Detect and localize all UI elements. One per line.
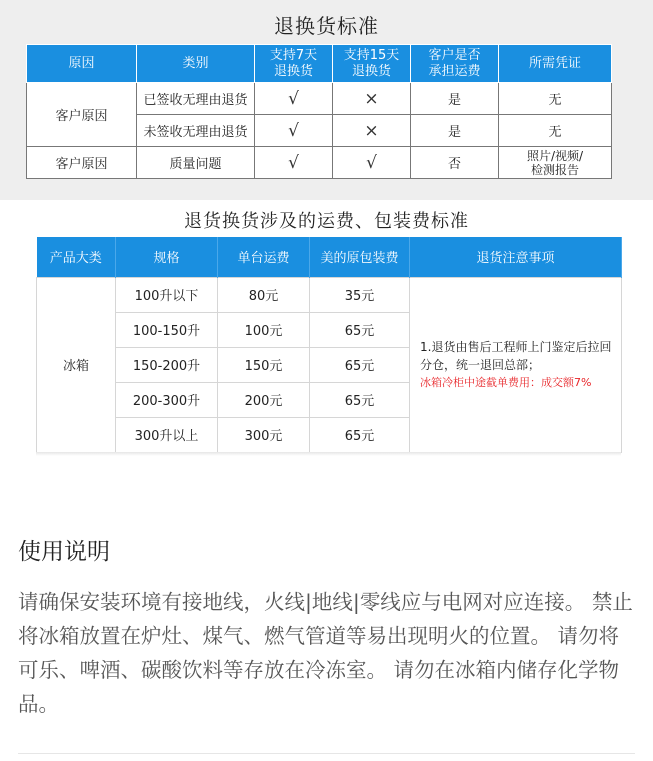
package-cell: 65元 — [310, 417, 410, 452]
header-freight: 客户是否 承担运费 — [411, 45, 499, 83]
spec-cell: 200-300升 — [116, 382, 218, 417]
instructions-title: 使用说明 — [18, 539, 110, 565]
header-15day: 支持15天 退换货 — [333, 45, 411, 83]
freight-cell: 是 — [411, 83, 499, 115]
proof-cell: 照片/视频/ 检测报告 — [499, 147, 612, 179]
spec-cell: 150-200升 — [116, 347, 218, 382]
fee-standard-title: 退货换货涉及的运费、包装费标准 — [184, 211, 469, 232]
table-row — [37, 277, 622, 312]
return-notes-text: 1.退货由售后工程师上门鉴定后拉回分仓，统一退回总部； — [420, 339, 612, 372]
header-package-fee: 美的原包装费 — [310, 237, 410, 277]
freight-cell: 否 — [411, 147, 499, 179]
header-unit-freight: 单台运费 — [218, 237, 310, 277]
table-shadow — [36, 452, 621, 456]
check-mark: √ — [333, 147, 411, 179]
category-cell: 已签收无理由退货 — [137, 83, 255, 115]
package-cell: 65元 — [310, 347, 410, 382]
fee-standard-table — [36, 237, 622, 453]
reason-cell: 客户原因 — [27, 147, 137, 179]
freight-cell: 100元 — [218, 312, 310, 347]
return-notes-cell — [410, 277, 622, 452]
package-cell: 35元 — [310, 277, 410, 312]
spec-cell: 100-150升 — [116, 312, 218, 347]
check-mark: √ — [255, 147, 333, 179]
return-standard-title: 退换货标准 — [274, 14, 379, 38]
table-header-row — [27, 45, 612, 83]
cross-mark: × — [333, 115, 411, 147]
freight-cell: 150元 — [218, 347, 310, 382]
divider — [18, 753, 635, 754]
cross-mark: × — [333, 83, 411, 115]
check-mark: √ — [255, 83, 333, 115]
header-spec: 规格 — [116, 237, 218, 277]
freight-cell: 80元 — [218, 277, 310, 312]
header-reason: 原因 — [27, 45, 137, 83]
spec-cell: 300升以上 — [116, 417, 218, 452]
proof-cell: 无 — [499, 115, 612, 147]
header-product-category: 产品大类 — [37, 237, 116, 277]
instructions-body: 请确保安装环境有接地线，火线|地线|零线应与电网对应连接。 禁止将冰箱放置在炉灶、煤气、燃气管道等易出现明火的位置。 请勿将可乐、啤酒、碳酸饮料等存放在冷冻室。 请勿在冰箱内储存化学物品。 — [18, 590, 633, 716]
freight-cell: 是 — [411, 115, 499, 147]
return-standard-table — [26, 44, 612, 179]
package-cell: 65元 — [310, 312, 410, 347]
spec-cell: 100升以下 — [116, 277, 218, 312]
table-header-row — [37, 237, 622, 277]
header-category: 类别 — [137, 45, 255, 83]
return-standard-section — [0, 0, 653, 200]
header-return-notes: 退货注意事项 — [410, 237, 622, 277]
header-7day: 支持7天 退换货 — [255, 45, 333, 83]
header-proof: 所需凭证 — [499, 45, 612, 83]
freight-cell: 200元 — [218, 382, 310, 417]
table-row — [27, 83, 612, 115]
table-row — [27, 147, 612, 179]
cropped-header-remnant — [40, 0, 360, 2]
proof-cell: 无 — [499, 83, 612, 115]
product-category-cell: 冰箱 — [37, 277, 116, 452]
category-cell: 未签收无理由退货 — [137, 115, 255, 147]
freight-cell: 300元 — [218, 417, 310, 452]
cancel-fee-note: 冰箱冷柜中途截单费用：成交额7% — [420, 375, 592, 389]
package-cell: 65元 — [310, 382, 410, 417]
reason-cell: 客户原因 — [27, 83, 137, 147]
check-mark: √ — [255, 115, 333, 147]
category-cell: 质量问题 — [137, 147, 255, 179]
